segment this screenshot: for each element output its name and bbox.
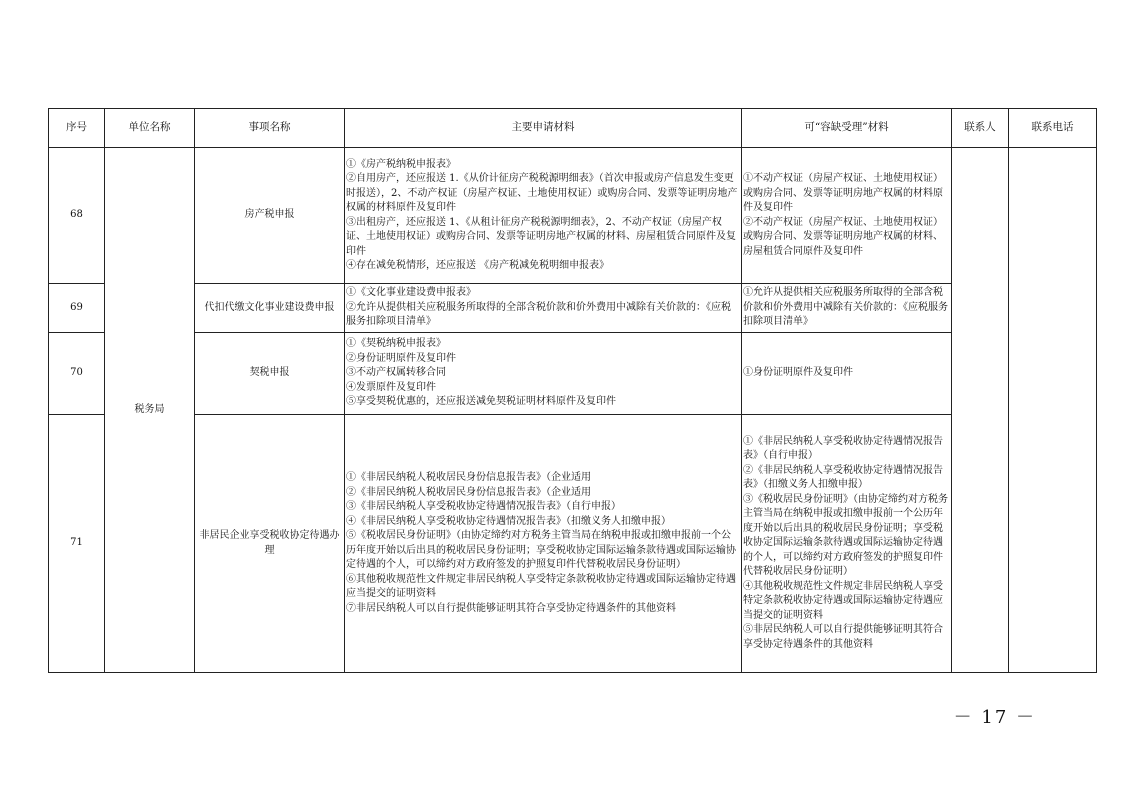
waivable-line: ①《非居民纳税人享受税收协定待遇情况报告表》（自行申报） [743, 435, 943, 462]
item-name: 契税申报 [195, 333, 345, 415]
material-line: ⑤《税收居民身份证明》（由协定缔约对方税务主管当局在纳税申报或扣缴申报前一个公历年度开始以后出具的税收居民身份证明；享受税收协定国际运输条款待遇或国际运输协定待遇的个人，可以缔约对方政府签发的护照复印件代替税收居民身份证明） [346, 530, 736, 570]
material-line: ①《契税纳税申报表》 [346, 338, 446, 350]
table-row [49, 284, 1097, 333]
material-line: ①《文化事业建设费申报表》 [346, 287, 476, 299]
row-number: 68 [49, 148, 105, 284]
material-line: ②允许从提供相关应税服务所取得的全部含税价款和价外费用中减除有关价款的：《应税服务扣除项目清单》 [346, 301, 731, 328]
waivable-cell [742, 415, 952, 673]
waivable-line: ③《税收居民身份证明》（由协定缔约对方税务主管当局在纳税申报或扣缴申报前一个公历年度开始以后出具的税收居民身份证明；享受税收协定国际运输条款待遇或国际运输协定待遇的个人，可以缔约对方政府签发的护照复印件代替税收居民身份证明） [743, 493, 948, 578]
materials-cell [345, 148, 742, 284]
row-number: 71 [49, 415, 105, 673]
waivable-line: ②不动产权证（房屋产权证、土地使用权证）或购房合同、发票等证明房地产权属的材料、房屋租赁合同原件及复印件 [743, 216, 943, 257]
item-name: 非居民企业享受税收协定待遇办理 [195, 415, 345, 673]
materials-cell [345, 333, 742, 415]
materials-cell [345, 415, 742, 673]
material-line: ④存在减免税情形，还应报送 《房产税减免税明细申报表》 [346, 260, 610, 271]
item-name: 代扣代缴文化事业建设费申报 [195, 284, 345, 333]
tax-matters-table [48, 108, 1097, 673]
material-line: ②《非居民纳税人税收居民身份信息报告表》（企业适用 [346, 486, 591, 498]
waivable-line: ①身份证明原件及复印件 [743, 367, 853, 379]
material-line: ⑦非居民纳税人可以自行提供能够证明其符合享受协定待遇条件的其他资料 [346, 602, 676, 614]
row-number: 70 [49, 333, 105, 415]
header-waivable: 可“容缺受理”材料 [742, 109, 952, 148]
material-line: ④发票原件及复印件 [346, 381, 436, 393]
material-line: ②自用房产，还应报送 1.《从价计征房产税税源明细表》（首次申报或房产信息发生变更时报送），2、不动产权证（房屋产权证、土地使用权证）或购房合同、发票等证明房地产权属的材料原件及复印件 [346, 173, 738, 213]
header-item: 事项名称 [195, 109, 345, 148]
waivable-line: ①允许从提供相关应税服务所取得的全部含税价款和价外费用中减除有关价款的：《应税服务扣除项目清单》 [743, 287, 948, 328]
material-line: ①《房产税纳税申报表》 [346, 158, 456, 170]
waivable-line: ①不动产权证（房屋产权证、土地使用权证）或购房合同、发票等证明房地产权属的材料原件及复印件 [743, 173, 943, 213]
material-line: ③不动产权属转移合同 [346, 367, 446, 379]
row-number: 69 [49, 284, 105, 333]
table-row [49, 415, 1097, 673]
header-row [49, 109, 1097, 148]
table-row [49, 148, 1097, 284]
header-unit: 单位名称 [105, 109, 195, 148]
material-line: ③《非居民纳税人享受税收协定待遇情况报告表》（自行申报） [346, 501, 621, 512]
waivable-cell [742, 333, 952, 415]
materials-cell [345, 284, 742, 333]
material-line: ③出租房产，还应报送 1、《从租计征房产税税源明细表》，2、不动产权证（房屋产权证、土地使用权证）或购房合同、发票等证明房地产权属的材料、房屋租赁合同原件及复印件 [346, 216, 736, 257]
material-line: ②身份证明原件及复印件 [346, 352, 456, 364]
waivable-line: ⑤非居民纳税人可以自行提供能够证明其符合享受协定待遇条件的其他资料 [743, 624, 943, 650]
phone-cell [1009, 148, 1097, 673]
material-line: ⑤享受契税优惠的，还应报送减免契税证明材料原件及复印件 [346, 396, 616, 408]
table-row [49, 333, 1097, 415]
waivable-line: ②《非居民纳税人享受税收协定待遇情况报告表》（扣缴义务人扣缴申报） [743, 464, 943, 491]
header-materials: 主要申请材料 [345, 109, 742, 148]
material-line: ④《非居民纳税人享受税收协定待遇情况报告表》（扣缴义务人扣缴申报） [346, 515, 671, 527]
waivable-line: ④其他税收规范性文件规定非居民纳税人享受特定条款税收协定待遇或国际运输协定待遇应当提交的证明资料 [743, 580, 943, 621]
material-line: ①《非居民纳税人税收居民身份信息报告表》（企业适用 [346, 472, 591, 483]
page-number: － 17 － [953, 707, 1036, 728]
contact-cell [952, 148, 1009, 673]
material-line: ⑥其他税收规范性文件规定非居民纳税人享受特定条款税收协定待遇或国际运输协定待遇应当提交的证明资料 [346, 573, 736, 599]
item-name: 房产税申报 [195, 148, 345, 284]
waivable-cell [742, 148, 952, 284]
header-phone: 联系电话 [1009, 109, 1097, 148]
header-no: 序号 [49, 109, 105, 148]
waivable-cell [742, 284, 952, 333]
unit-name: 税务局 [105, 148, 195, 673]
header-contact: 联系人 [952, 109, 1009, 148]
